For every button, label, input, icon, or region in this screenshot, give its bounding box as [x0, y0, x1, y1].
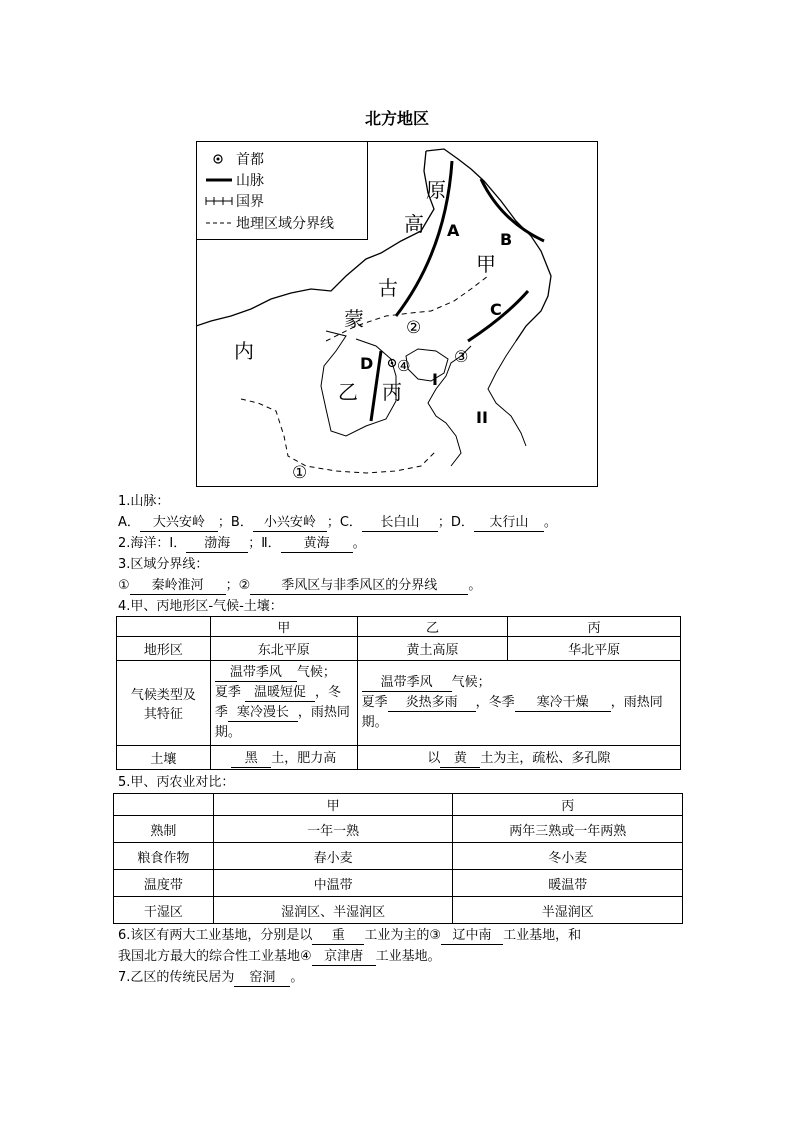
legend-boundary: 地理区域分界线 [236, 216, 334, 232]
cell-bing: 冬小麦 [453, 843, 683, 870]
soil-jia: 黑 土，肥力高 [210, 746, 357, 770]
cell-jia: 湿润区、半湿润区 [213, 897, 453, 924]
page-title: 北方地区 [364, 109, 429, 128]
row-label: 干湿区 [114, 897, 214, 924]
label-yuan: 原 [426, 178, 446, 202]
cell-bing: 半湿润区 [453, 897, 683, 924]
header-jia: 甲 [210, 617, 357, 637]
label-D: D [360, 354, 374, 373]
label-nei: 内 [234, 339, 254, 363]
row-label-terrain: 地形区 [117, 637, 211, 661]
answer-jingjintang: 京津唐 [312, 949, 376, 966]
header-yi: 乙 [357, 617, 508, 637]
q5-title: 5.甲、丙农业对比： [118, 775, 235, 790]
q6-line1: 6.该区有两大工业基地，分别是以 重 工业为主的③ 辽中南 工业基地，和 [118, 928, 582, 943]
q4-title: 4.甲、丙地形区-气候-土壤： [118, 599, 283, 614]
q3-answers: ① 秦岭淮河 ；② 季风区与非季风区的分界线 。 [118, 578, 482, 593]
row-label: 熟制 [114, 816, 214, 843]
label-yi: 乙 [338, 380, 358, 404]
label-circle-1: ① [292, 463, 308, 483]
header-jia-2: 甲 [213, 794, 453, 816]
answer-heavy: 重 [312, 928, 364, 945]
header-bing: 丙 [508, 617, 681, 637]
legend-mountain: 山脉 [236, 173, 264, 189]
answer-line-1: 秦岭淮河 [130, 578, 226, 595]
terrain-bing: 华北平原 [508, 637, 681, 661]
legend-capital: 首都 [236, 152, 264, 168]
label-circle-2: ② [406, 318, 422, 338]
climate-jia: 温带季风 气候； 夏季 温暖短促 ，冬季 寒冷漫长 ，雨热同期。 [210, 661, 357, 746]
row-label: 粮食作物 [114, 843, 214, 870]
label-gao: 高 [404, 212, 424, 236]
table-agriculture [113, 793, 683, 924]
answer-liaozhongnan: 辽中南 [441, 928, 503, 945]
q1-answers: A． 大兴安岭 ；B． 小兴安岭 ；C． 长白山 ；D． 太行山 。 [118, 515, 557, 530]
label-bing: 丙 [382, 380, 402, 404]
label-sea-I: I [432, 370, 438, 389]
terrain-jia: 东北平原 [210, 637, 357, 661]
label-jia: 甲 [476, 252, 496, 276]
cell-jia: 春小麦 [213, 843, 453, 870]
label-B: B [500, 230, 513, 249]
row-label-soil: 土壤 [117, 746, 211, 770]
q2: 2.海洋：Ⅰ． 渤海 ；Ⅱ． 黄海 。 [118, 536, 366, 551]
answer-sea-2: 黄海 [281, 536, 353, 553]
answer-line-2: 季风区与非季风区的分界线 [250, 578, 468, 595]
label-gu: 古 [378, 276, 398, 300]
q3-title: 3.区域分界线： [118, 557, 209, 572]
answer-d: 太行山 [474, 515, 544, 532]
answer-b: 小兴安岭 [253, 515, 327, 532]
answer-c: 长白山 [362, 515, 438, 532]
answer-yaodong: 窑洞 [234, 970, 290, 987]
header-empty-2 [114, 794, 214, 816]
row-label: 温度带 [114, 870, 214, 897]
cell-jia: 中温带 [213, 870, 453, 897]
answer-a: 大兴安岭 [140, 515, 218, 532]
q7: 7.乙区的传统民居为 窑洞 。 [118, 970, 304, 985]
label-A: A [447, 221, 460, 240]
header-empty [117, 617, 211, 637]
q1-title: 1.山脉： [118, 494, 170, 509]
answer-sea-1: 渤海 [186, 536, 248, 553]
q6-line2: 我国北方最大的综合性工业基地④ 京津唐 工业基地。 [118, 949, 441, 964]
label-circle-3: ③ [454, 347, 469, 366]
label-circle-4: ④ [397, 357, 411, 375]
table-terrain-climate-soil [116, 616, 681, 770]
north-region-map [196, 141, 598, 487]
row-label-climate: 气候类型及其特征 [117, 661, 211, 746]
terrain-yi: 黄土高原 [357, 637, 508, 661]
cell-bing: 两年三熟或一年两熟 [453, 816, 683, 843]
label-sea-II: II [476, 408, 488, 427]
climate-yi-bing: 温带季风 气候； 夏季 炎热多雨 ，冬季 寒冷干燥 ，雨热同期。 [357, 661, 680, 746]
cell-jia: 一年一熟 [213, 816, 453, 843]
soil-yi-bing: 以 黄 土为主，疏松、多孔隙 [357, 746, 680, 770]
legend-border: 国界 [236, 194, 264, 210]
header-bing-2: 丙 [453, 794, 683, 816]
cell-bing: 暖温带 [453, 870, 683, 897]
label-C: C [490, 300, 502, 319]
label-meng: 蒙 [344, 307, 364, 331]
